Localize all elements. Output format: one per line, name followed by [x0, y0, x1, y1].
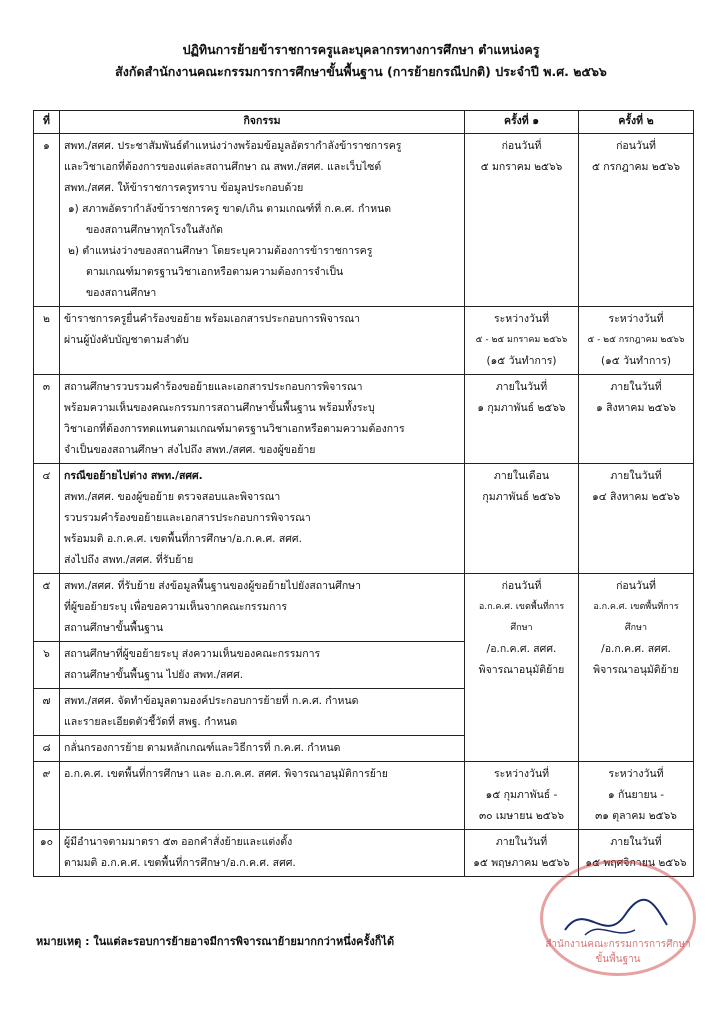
activity-line: สถานศึกษาขั้นพื้นฐาน — [64, 622, 164, 634]
date-label: ก่อนวันที่ — [501, 580, 542, 592]
activity-line: สถานศึกษารวบรวมคำร้องขอย้ายและเอกสารประกอบการพิจารณา — [64, 381, 363, 393]
date-value: ๕ กรกฎาคม ๒๕๖๖ — [591, 161, 681, 173]
activity-subitem-cont: ตามเกณฑ์มาตรฐานวิชาเอกหรือตามความต้องการจำเป็น — [86, 266, 344, 278]
activity-line: วิชาเอกที่ต้องการทดแทนตามเกณฑ์มาตรฐานวิชาเอกหรือตามความต้องการ — [64, 423, 405, 435]
row-number: ๑๐ — [34, 830, 60, 877]
approval-label: พิจารณาอนุมัติย้าย — [593, 664, 679, 676]
date-note: (๑๕ วันทำการ) — [486, 355, 557, 367]
activity-line: จำเป็นของสถานศึกษา ส่งไปถึง สพท./สศศ. ของผู้ขอย้าย — [64, 444, 316, 456]
activity-line: ข้าราชการครูยื่นคำร้องขอย้าย พร้อมเอกสารประกอบการพิจารณา — [64, 313, 361, 325]
activity-line: ผู้มีอำนาจตามมาตรา ๕๓ ออกคำสั่งย้ายและแต่งตั้ง — [64, 836, 293, 848]
committee-label: /อ.ก.ค.ศ. สศศ. — [486, 643, 557, 655]
activity-line: สพท./สศศ. ของผู้ขอย้าย ตรวจสอบและพิจารณา — [64, 491, 281, 503]
round1-merged-cell — [465, 574, 579, 762]
date-value: ๕ มกราคม ๒๕๖๖ — [480, 161, 563, 173]
activity-cell — [60, 464, 465, 574]
table-row — [34, 307, 694, 375]
date-value: ๓๑ ตุลาคม ๒๕๖๖ — [595, 810, 677, 822]
round2-cell — [579, 464, 694, 574]
table-row — [34, 134, 694, 307]
committee-label: อ.ก.ค.ศ. เขตพื้นที่การศึกษา — [593, 602, 679, 633]
table-row — [34, 375, 694, 464]
round1-cell — [465, 375, 579, 464]
date-label: ก่อนวันที่ — [616, 580, 656, 592]
activity-cell — [60, 307, 465, 375]
date-value: ๑๕ พฤษภาคม ๒๕๖๖ — [473, 857, 570, 869]
header-no: ที่ — [34, 111, 60, 134]
row-number: ๙ — [34, 762, 60, 830]
date-value: ๑๕ กุมภาพันธ์ - — [485, 789, 558, 801]
row-number: ๒ — [34, 307, 60, 375]
activity-line: สถานศึกษาที่ผู้ขอย้ายระบุ ส่งความเห็นของคณะกรรมการ — [64, 648, 321, 660]
date-value: ๕ - ๒๕ กรกฎาคม ๒๕๖๖ — [587, 335, 685, 345]
activity-subitem-cont: ของสถานศึกษา — [86, 287, 157, 299]
activity-cell — [60, 736, 465, 762]
seal-text: สำนักงานคณะกรรมการการศึกษาขั้นพื้นฐาน — [545, 939, 691, 965]
approval-label: พิจารณาอนุมัติย้าย — [478, 664, 565, 676]
activity-line: กลั่นกรองการย้าย ตามหลักเกณฑ์และวิธีการที่ ก.ค.ศ. กำหนด — [64, 742, 341, 754]
round2-merged-cell — [579, 574, 694, 762]
header-round2: ครั้งที่ ๒ — [579, 111, 694, 134]
activity-cell — [60, 574, 465, 642]
round2-cell — [579, 307, 694, 375]
activity-cell — [60, 375, 465, 464]
activity-subitem-cont: ของสถานศึกษาทุกโรงในสังกัด — [86, 224, 223, 236]
activity-line: สพท./สศศ. จัดทำข้อมูลตามองค์ประกอบการย้ายที่ ก.ค.ศ. กำหนด — [64, 695, 359, 707]
activity-line: และรายละเอียดตัวชี้วัดที่ สพฐ. กำหนด — [64, 716, 238, 728]
date-label: ก่อนวันที่ — [501, 140, 542, 152]
table-row — [34, 762, 694, 830]
activity-cell — [60, 762, 465, 830]
row-number: ๕ — [34, 574, 60, 642]
round1-cell — [465, 464, 579, 574]
row-number: ๑ — [34, 134, 60, 307]
date-value: ๓๐ เมษายน ๒๕๖๖ — [478, 810, 565, 822]
activity-cell — [60, 689, 465, 736]
activity-cell — [60, 134, 465, 307]
table-row — [34, 574, 694, 642]
date-label: ภายในวันที่ — [495, 381, 548, 393]
date-label: ภายในวันที่ — [495, 836, 548, 848]
header-activity: กิจกรรม — [60, 111, 465, 134]
round1-cell — [465, 830, 579, 877]
date-label: ภายในวันที่ — [610, 470, 662, 482]
round1-cell — [465, 762, 579, 830]
activity-cell — [60, 830, 465, 877]
date-label: ระหว่างวันที่ — [493, 768, 550, 780]
date-value: ๑ สิงหาคม ๒๕๖๖ — [596, 402, 676, 414]
activity-line: พร้อมมติ อ.ก.ค.ศ. เขตพื้นที่การศึกษา/อ.ก.ค.ศ. สศศ. — [64, 533, 302, 545]
activity-line: และวิชาเอกที่ต้องการของแต่ละสถานศึกษา ณ สพท./สศศ. และเว็บไซต์ — [64, 161, 382, 173]
activity-heading: กรณีขอย้ายไปต่าง สพท./สศศ. — [64, 470, 203, 482]
round1-cell — [465, 134, 579, 307]
activity-line: สพท./สศศ. ประชาสัมพันธ์ตำแหน่งว่างพร้อมข้อมูลอัตรากำลังข้าราชการครู — [64, 140, 402, 152]
signature-mark — [555, 890, 675, 950]
date-value: ๕ - ๒๕ มกราคม ๒๕๖๖ — [475, 335, 568, 345]
activity-line: สพท./สศศ. ที่รับย้าย ส่งข้อมูลพื้นฐานของผู้ขอย้ายไปยังสถานศึกษา — [64, 580, 361, 592]
round2-cell — [579, 134, 694, 307]
document-title-line1: ปฏิทินการย้ายข้าราชการครูและบุคลากรทางการศึกษา ตำแหน่งครู — [182, 42, 540, 57]
header-round1: ครั้งที่ ๑ — [465, 111, 579, 134]
activity-line: ที่ผู้ขอย้ายระบุ เพื่อขอความเห็นจากคณะกรรมการ — [64, 601, 288, 613]
round1-cell — [465, 307, 579, 375]
activity-line: ตามมติ อ.ก.ค.ศ. เขตพื้นที่การศึกษา/อ.ก.ค.ศ. สศศ. — [64, 857, 296, 869]
row-number: ๘ — [34, 736, 60, 762]
date-label: ระหว่างวันที่ — [608, 313, 664, 325]
date-label: ก่อนวันที่ — [616, 140, 656, 152]
activity-line: สถานศึกษาขั้นพื้นฐาน ไปยัง สพท./สศศ. — [64, 669, 244, 681]
activity-cell — [60, 642, 465, 689]
date-value: ๑๕ พฤศจิกายน ๒๕๖๖ — [585, 857, 687, 869]
document-title-line2: สังกัดสำนักงานคณะกรรมการการศึกษาขั้นพื้นฐาน (การย้ายกรณีปกติ) ประจำปี พ.ศ. ๒๕๖๖ — [115, 64, 607, 79]
date-label: ระหว่างวันที่ — [608, 768, 664, 780]
round2-cell — [579, 375, 694, 464]
date-value: ๑๔ สิงหาคม ๒๕๖๖ — [592, 491, 680, 503]
activity-line: พร้อมความเห็นของคณะกรรมการสถานศึกษาขั้นพื้นฐาน พร้อมทั้งระบุ — [64, 402, 375, 414]
row-number: ๖ — [34, 642, 60, 689]
row-number: ๗ — [34, 689, 60, 736]
table-header-row — [34, 111, 694, 134]
date-label: ภายในเดือน — [493, 470, 550, 482]
row-number: ๔ — [34, 464, 60, 574]
committee-label: อ.ก.ค.ศ. เขตพื้นที่การศึกษา — [478, 602, 565, 633]
row-number: ๓ — [34, 375, 60, 464]
date-value: กุมภาพันธ์ ๒๕๖๖ — [482, 491, 561, 503]
committee-label: /อ.ก.ค.ศ. สศศ. — [601, 643, 671, 655]
round2-cell — [579, 762, 694, 830]
date-label: ภายในวันที่ — [610, 381, 662, 393]
activity-line: สพท./สศศ. ให้ข้าราชการครูทราบ ข้อมูลประกอบด้วย — [64, 182, 304, 194]
date-value: ๑ กุมภาพันธ์ ๒๕๖๖ — [477, 402, 566, 414]
activity-line: ส่งไปถึง สพท./สศศ. ที่รับย้าย — [64, 554, 194, 566]
activity-line: รวบรวมคำร้องขอย้ายและเอกสารประกอบการพิจารณา — [64, 512, 311, 524]
calendar-table — [33, 110, 694, 877]
table-row — [34, 464, 694, 574]
activity-subitem: ๑) สภาพอัตรากำลังข้าราชการครู ขาด/เกิน ตามเกณฑ์ที่ ก.ค.ศ. กำหนด — [68, 203, 392, 215]
activity-subitem: ๒) ตำแหน่งว่างของสถานศึกษา โดยระบุความต้องการข้าราชการครู — [68, 245, 373, 257]
activity-line: ผ่านผู้บังคับบัญชาตามลำดับ — [64, 334, 189, 346]
footnote: หมายเหตุ : ในแต่ละรอบการย้ายอาจมีการพิจารณาย้ายมากกว่าหนึ่งครั้งก็ได้ — [36, 935, 395, 948]
date-label: ระหว่างวันที่ — [493, 313, 550, 325]
date-note: (๑๕ วันทำการ) — [601, 355, 671, 367]
activity-line: อ.ก.ค.ศ. เขตพื้นที่การศึกษา และ อ.ก.ค.ศ. สศศ. พิจารณาอนุมัติการย้าย — [64, 768, 388, 780]
date-value: ๑ กันยายน - — [607, 789, 665, 801]
date-label: ภายในวันที่ — [610, 836, 662, 848]
